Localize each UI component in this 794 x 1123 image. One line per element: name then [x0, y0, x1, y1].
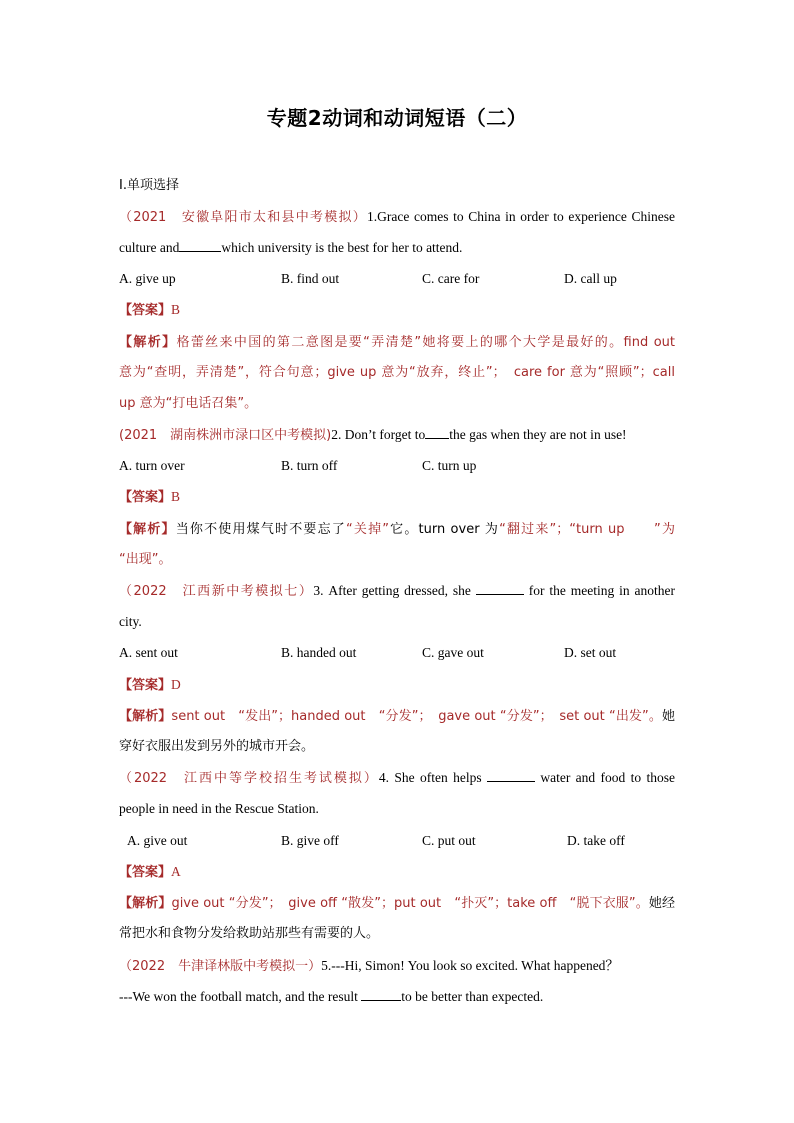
analysis-text: 当你不使用煤气时不要忘了: [175, 522, 346, 537]
question-1-source: （2021 安徽阜阳市太和县中考模拟）: [119, 210, 368, 225]
question-3-blank: [476, 582, 524, 595]
question-5-line-1: [119, 957, 675, 976]
question-1-option-a: A. give up: [119, 271, 176, 286]
question-2-option-b: B. turn off: [281, 458, 338, 473]
question-3-analysis-line-2: 穿好衣服出发到另外的城市开会。: [119, 739, 315, 754]
question-1-option-d: D. call up: [564, 271, 617, 286]
question-1-analysis-line-3: up 意为“打电话召集”。: [119, 396, 258, 411]
question-5-blank: [361, 988, 401, 1001]
analysis-highlight: “翻过来”；“turn up ”为: [499, 522, 675, 537]
question-2-source: (2021 湖南株洲市渌口区中考模拟): [119, 428, 332, 443]
question-3-option-a: A. sent out: [119, 645, 178, 660]
question-3-line-2: city.: [119, 614, 142, 629]
question-3-stem-end: for the meeting in another: [528, 583, 676, 598]
question-5-stem: 5.---Hi, Simon! You look so excited. What happened？: [321, 958, 619, 973]
question-4-stem: 4. She often helps: [378, 770, 482, 785]
analysis-text: sent out “发出”；handed out “分发”； gave out “分发”； set out “出发”。: [171, 709, 662, 724]
question-2-option-a: A. turn over: [119, 458, 185, 473]
answer-label: 【答案】: [119, 303, 172, 318]
question-3-option-b: B. handed out: [281, 645, 357, 660]
answer-value: B: [171, 489, 181, 504]
question-3-option-c: C. gave out: [422, 645, 484, 660]
question-1-stem-cont: culture and: [119, 240, 180, 255]
question-4-analysis-line-2: 常把水和食物分发给救助站那些有需要的人。: [119, 926, 380, 941]
question-2-blank: [425, 426, 449, 439]
page-title: 专题2动词和动词短语（二）: [266, 106, 528, 130]
question-1-option-b: B. find out: [281, 271, 340, 286]
question-4-line-2: people in need in the Rescue Station.: [119, 801, 319, 816]
question-3-stem: 3. After getting dressed, she: [313, 583, 471, 598]
analysis-text: 她: [661, 709, 675, 724]
question-4-analysis-line-1: [119, 894, 675, 913]
analysis-text: 它。turn over 为: [389, 522, 500, 537]
question-2-answer: [119, 488, 675, 507]
question-2-analysis-line-2: “出现”。: [119, 552, 172, 567]
analysis-text: give out “分发”； give off “散发”；put out “扑灭”；take off “脱下衣服”。: [171, 896, 649, 911]
question-5-line-2: [119, 988, 675, 1006]
question-4-option-d: D. take off: [567, 833, 625, 848]
question-2-analysis-line-1: [119, 520, 675, 539]
question-1-line-2: [119, 239, 675, 257]
question-4-answer: [119, 863, 675, 882]
question-5-source: （2022 牛津译林版中考模拟一）: [119, 959, 322, 974]
answer-label: 【答案】: [119, 678, 172, 693]
answer-label: 【答案】: [119, 865, 172, 880]
question-3-answer: [119, 676, 675, 695]
section-heading: Ⅰ.单项选择: [119, 178, 179, 193]
analysis-label: 【解析】: [119, 522, 176, 537]
answer-value: A: [171, 864, 181, 879]
question-4-blank: [487, 769, 535, 782]
analysis-label: 【解析】: [119, 709, 172, 724]
question-3-analysis-line-1: [119, 707, 675, 726]
question-5-stem-cont: ---We won the football match, and the result: [119, 989, 358, 1004]
answer-value: D: [171, 677, 181, 692]
question-1-stem-end: which university is the best for her to attend.: [221, 240, 463, 255]
analysis-text: 她经: [648, 896, 675, 911]
answer-label: 【答案】: [119, 490, 172, 505]
question-4-option-c: C. put out: [422, 833, 476, 848]
question-4-option-b: B. give off: [281, 833, 339, 848]
question-1-option-c: C. care for: [422, 271, 480, 286]
analysis-label: 【解析】: [119, 896, 172, 911]
question-1-line-1: [119, 208, 675, 227]
question-2-stem-end: the gas when they are not in use!: [449, 427, 627, 442]
question-1-answer: [119, 301, 675, 320]
question-4-source: （2022 江西中等学校招生考试模拟）: [119, 771, 379, 786]
analysis-highlight: “关掉”: [345, 522, 389, 537]
question-3-option-d: D. set out: [564, 645, 617, 660]
question-1-stem: 1.Grace comes to China in order to experience Chinese: [367, 209, 675, 224]
answer-value: B: [171, 302, 181, 317]
question-1-analysis-line-1: [119, 333, 675, 352]
question-3-source: （2022 江西新中考模拟七）: [119, 584, 314, 599]
question-2-option-c: C. turn up: [422, 458, 477, 473]
question-2-stem: 2. Don’t forget to: [331, 427, 426, 442]
question-4-line-1: [119, 769, 675, 788]
question-3-line-1: [119, 582, 675, 601]
question-4-option-a: A. give out: [127, 833, 188, 848]
question-4-stem-end: water and food to those: [540, 770, 676, 785]
question-2-line-1: [119, 426, 675, 445]
question-1-analysis-line-2: 意为“查明，弄清楚”，符合句意；give up 意为“放弃，终止”； care for 意为“照顾”；call: [119, 365, 675, 380]
analysis-text: 格蕾丝来中国的第二意图是要“弄清楚”她将要上的哪个大学是最好的。find out: [176, 335, 675, 350]
analysis-label: 【解析】: [119, 335, 177, 350]
question-5-stem-end: to be better than expected.: [401, 989, 544, 1004]
question-1-blank: [179, 239, 221, 252]
